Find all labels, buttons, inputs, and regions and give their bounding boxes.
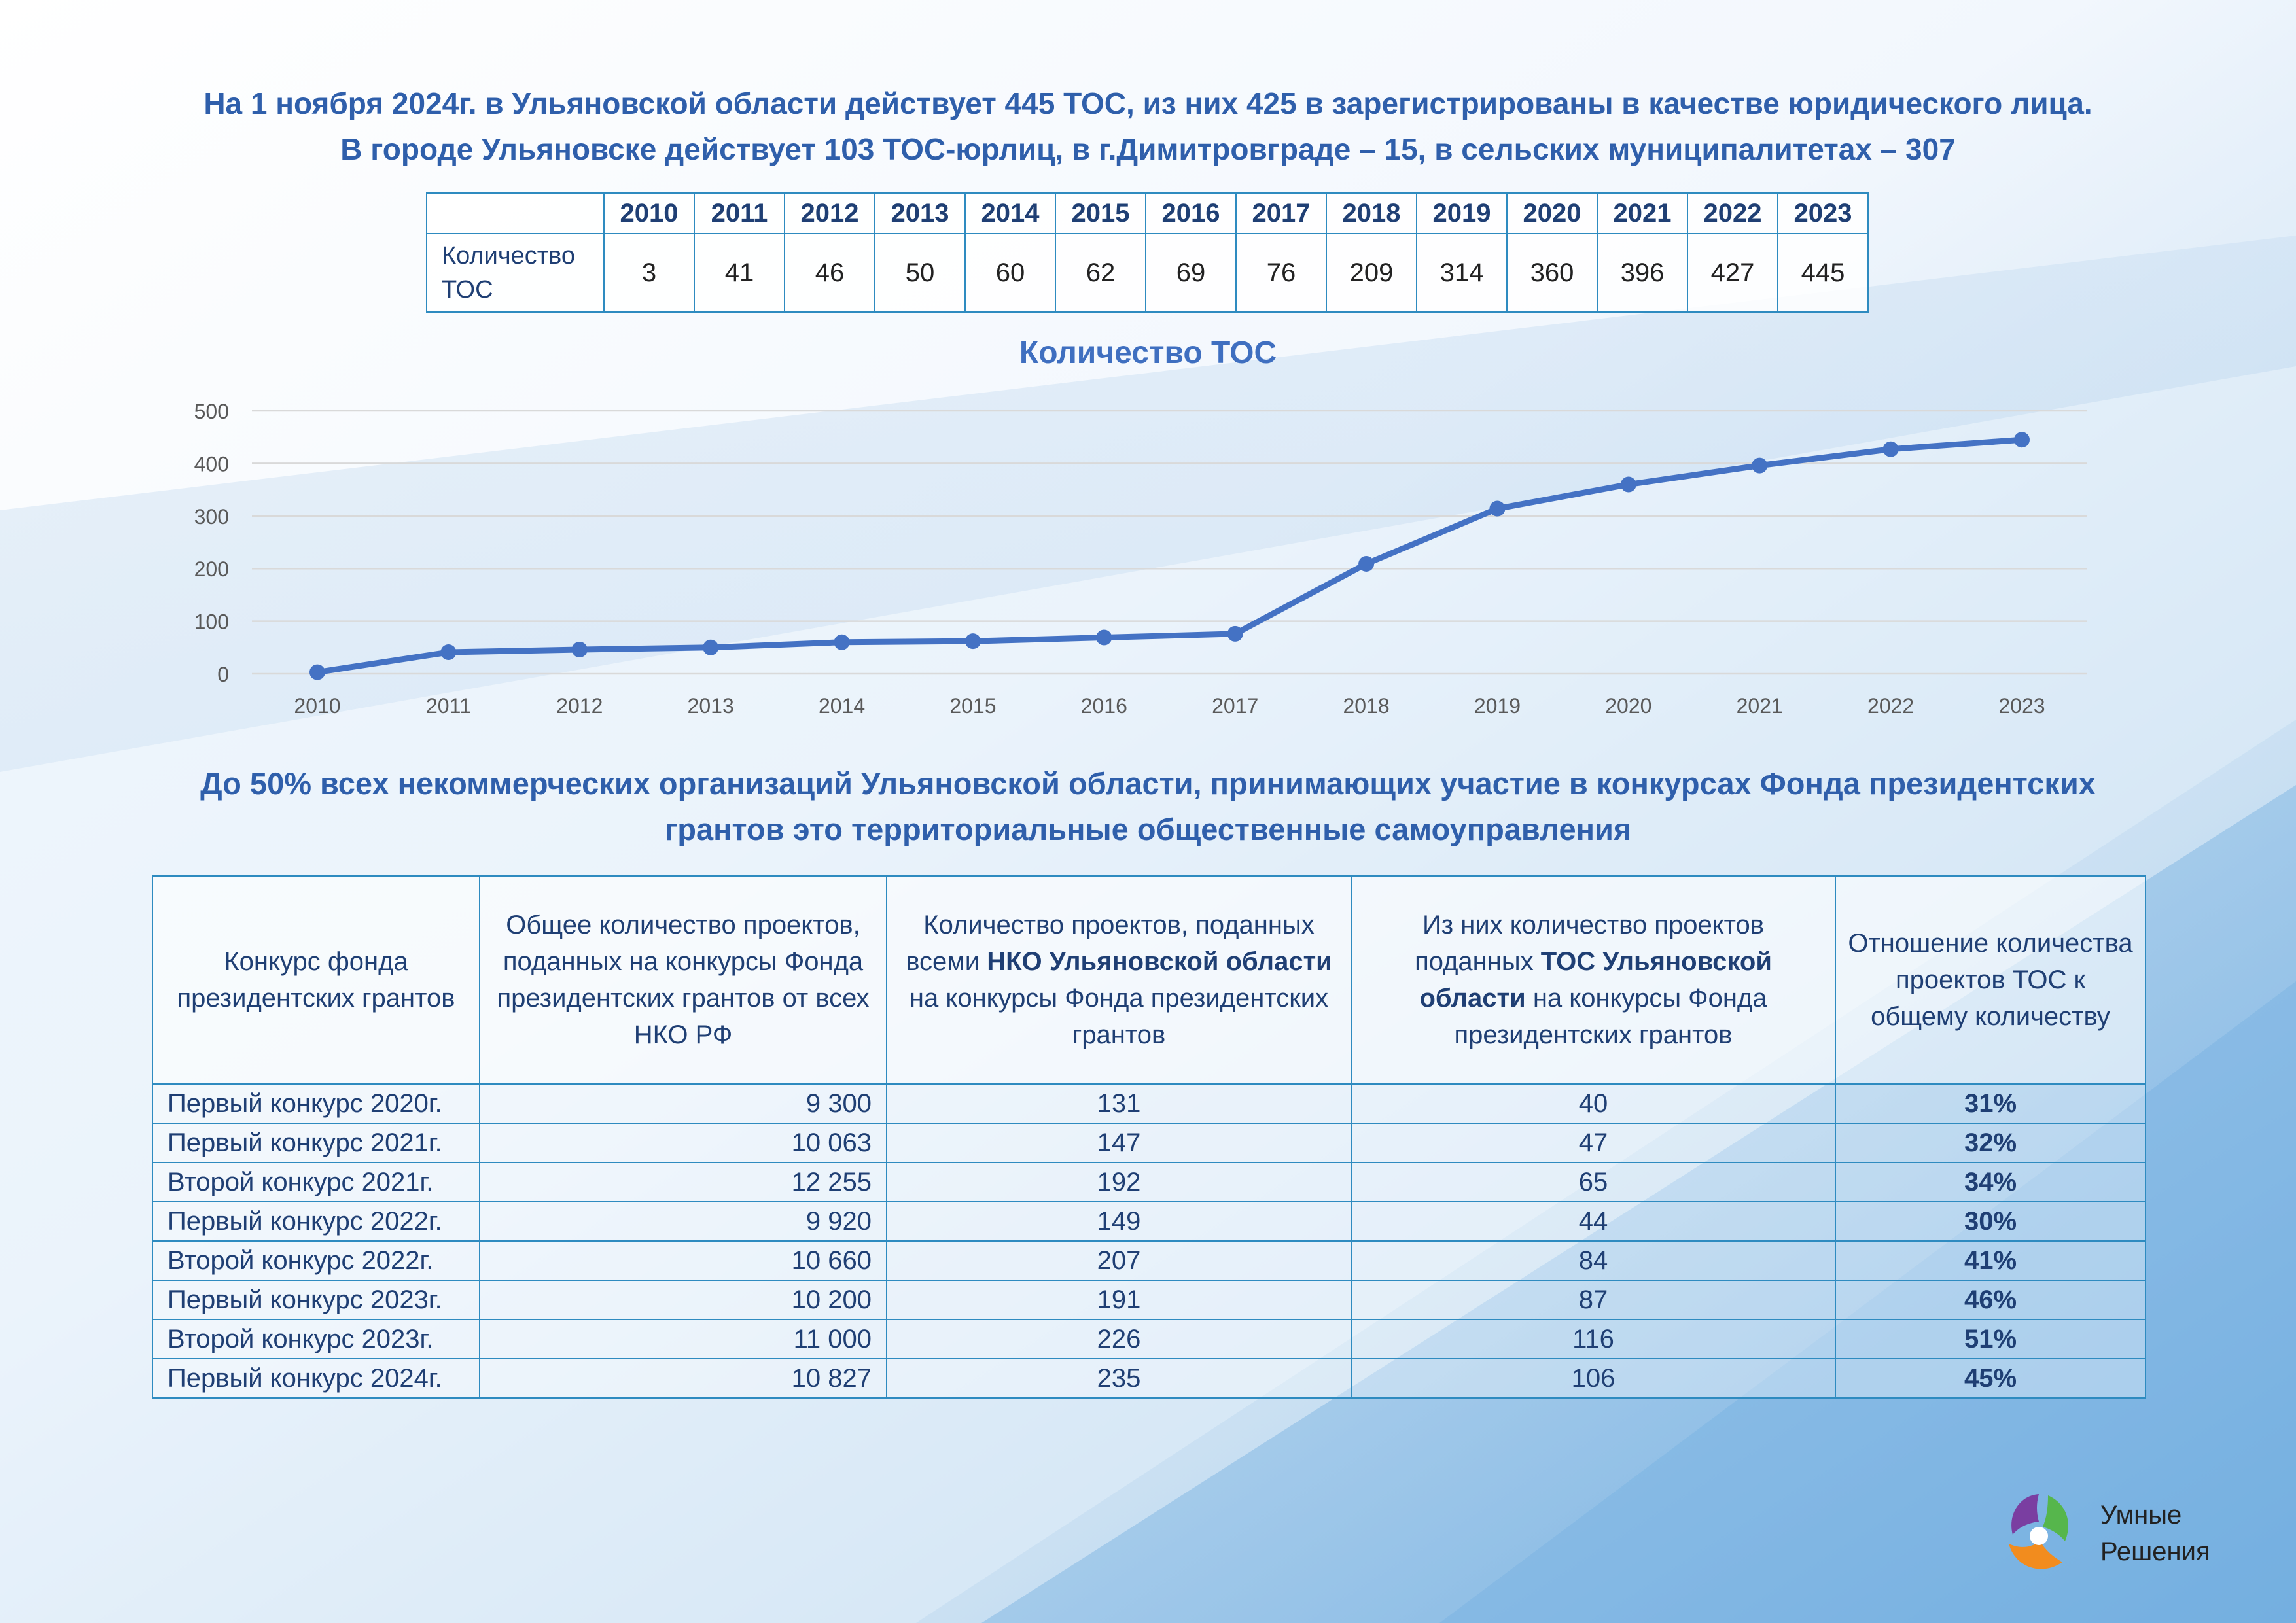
table-row — [152, 1162, 2146, 1202]
x-tick-label: 2019 — [1474, 694, 1521, 718]
table-row — [152, 1202, 2146, 1241]
x-tick-label: 2020 — [1605, 694, 1652, 718]
contest-name-cell: Первый конкурс 2024г. — [152, 1359, 480, 1398]
count-cell: 60 — [965, 234, 1055, 312]
total-projects-cell: 10 660 — [480, 1241, 887, 1280]
series-line — [317, 440, 2022, 672]
table-row — [152, 1280, 2146, 1319]
tos-count-line-chart — [0, 0, 2296, 752]
nko-projects-cell: 131 — [887, 1084, 1351, 1123]
year-header-cell: 2016 — [1146, 193, 1236, 234]
data-point — [572, 642, 588, 657]
y-tick-label: 400 — [194, 452, 229, 476]
contest-name-cell: Первый конкурс 2023г. — [152, 1280, 480, 1319]
nko-projects-cell: 207 — [887, 1241, 1351, 1280]
data-point — [834, 635, 850, 650]
count-cell: 62 — [1055, 234, 1146, 312]
section-heading-line-2: грантов это территориальные общественные самоуправления — [664, 812, 1632, 846]
contest-name-cell: Второй конкурс 2023г. — [152, 1319, 480, 1359]
table-row — [152, 1359, 2146, 1398]
nko-projects-cell: 235 — [887, 1359, 1351, 1398]
total-projects-cell: 10 827 — [480, 1359, 887, 1398]
data-point — [309, 665, 325, 680]
header-ratio: Отношение количества проектов ТОС к общему количеству — [1835, 876, 2146, 1084]
tos-projects-cell: 47 — [1351, 1123, 1835, 1162]
contest-name-cell: Второй конкурс 2021г. — [152, 1162, 480, 1202]
data-point — [965, 633, 981, 649]
tos-projects-cell: 116 — [1351, 1319, 1835, 1359]
nko-projects-cell: 191 — [887, 1280, 1351, 1319]
count-cell: 41 — [694, 234, 785, 312]
total-projects-cell: 9 300 — [480, 1084, 887, 1123]
tos-projects-cell: 106 — [1351, 1359, 1835, 1398]
headline-line-2: В городе Ульяновске действует 103 ТОС-юрлиц, в г.Димитровграде – 15, в сельских муниципалитетах – 307 — [340, 132, 1956, 166]
header-nko-text-pre: Количество проектов, поданных всеми — [906, 911, 1315, 976]
count-cell: 360 — [1507, 234, 1597, 312]
year-header-cell: 2013 — [875, 193, 965, 234]
x-tick-label: 2010 — [294, 694, 341, 718]
header-tos-text-post: на конкурсы Фонда президентских грантов — [1454, 984, 1767, 1049]
data-point — [1489, 501, 1505, 517]
x-tick-label: 2013 — [687, 694, 734, 718]
table-row — [152, 1241, 2146, 1280]
x-tick-label: 2016 — [1080, 694, 1127, 718]
data-point — [703, 640, 718, 655]
header-total-projects: Общее количество проектов, поданных на конкурсы Фонда президентских грантов от всех НКО РФ — [480, 876, 887, 1084]
count-cell: 427 — [1687, 234, 1778, 312]
year-header-cell: 2010 — [604, 193, 694, 234]
y-tick-label: 500 — [194, 400, 229, 423]
x-tick-label: 2021 — [1736, 694, 1783, 718]
count-cell: 209 — [1326, 234, 1417, 312]
total-projects-cell: 9 920 — [480, 1202, 887, 1241]
data-point — [1883, 442, 1899, 457]
ratio-cell: 41% — [1835, 1241, 2146, 1280]
total-projects-cell: 12 255 — [480, 1162, 887, 1202]
header-nko-projects — [887, 876, 1351, 1084]
count-cell: 445 — [1778, 234, 1868, 312]
total-projects-cell: 11 000 — [480, 1319, 887, 1359]
y-tick-label: 100 — [194, 610, 229, 634]
chart-title: Количество ТОС — [1019, 336, 1277, 370]
year-header-cell: 2014 — [965, 193, 1055, 234]
header-contest: Конкурс фонда президентских грантов — [152, 876, 480, 1084]
brand-name — [2100, 1497, 2210, 1570]
count-cell: 50 — [875, 234, 965, 312]
year-header-cell: 2022 — [1687, 193, 1778, 234]
header-tos-text-pre: Из них количество проектов поданных — [1415, 911, 1765, 976]
tos-projects-cell: 65 — [1351, 1162, 1835, 1202]
year-header-cell: 2020 — [1507, 193, 1597, 234]
count-cell: 3 — [604, 234, 694, 312]
data-point — [1227, 626, 1243, 642]
year-header-cell: 2012 — [785, 193, 875, 234]
ratio-cell: 34% — [1835, 1162, 2146, 1202]
tos-projects-cell: 40 — [1351, 1084, 1835, 1123]
x-tick-label: 2014 — [818, 694, 866, 718]
data-point — [1752, 458, 1767, 474]
headline-line-1: На 1 ноября 2024г. в Ульяновской области действует 445 ТОС, из них 425 в зарегистрированы в качестве юридического лица. — [203, 86, 2093, 120]
ratio-cell: 51% — [1835, 1319, 2146, 1359]
contest-name-cell: Первый конкурс 2021г. — [152, 1123, 480, 1162]
x-tick-label: 2018 — [1343, 694, 1390, 718]
tos-projects-cell: 87 — [1351, 1280, 1835, 1319]
table-row — [152, 1123, 2146, 1162]
data-point — [1096, 630, 1112, 646]
x-tick-label: 2011 — [425, 694, 471, 718]
ratio-cell: 46% — [1835, 1280, 2146, 1319]
total-projects-cell: 10 200 — [480, 1280, 887, 1319]
header-nko-text-post: на конкурсы Фонда президентских грантов — [909, 984, 1329, 1049]
ratio-cell: 30% — [1835, 1202, 2146, 1241]
section-heading-line-1: До 50% всех некоммерческих организаций Ульяновской области, принимающих участие в конкурсах Фонда президентских — [200, 766, 2096, 801]
contest-name-cell: Первый конкурс 2022г. — [152, 1202, 480, 1241]
x-tick-label: 2012 — [556, 694, 603, 718]
header-tos-projects — [1351, 876, 1835, 1084]
nko-projects-cell: 192 — [887, 1162, 1351, 1202]
count-cell: 76 — [1236, 234, 1326, 312]
data-point — [440, 644, 456, 660]
table-row — [152, 1319, 2146, 1359]
x-tick-label: 2023 — [1998, 694, 2045, 718]
x-tick-label: 2015 — [949, 694, 997, 718]
tri-color-ring-logo-icon — [1993, 1489, 2085, 1580]
presidential-grants-table — [152, 875, 2146, 1399]
y-tick-label: 300 — [194, 504, 229, 529]
year-header-cell: 2021 — [1597, 193, 1687, 234]
year-header-cell: 2019 — [1417, 193, 1507, 234]
y-tick-label: 0 — [217, 663, 229, 686]
data-point — [1358, 556, 1374, 572]
count-cell: 314 — [1417, 234, 1507, 312]
tos-projects-cell: 44 — [1351, 1202, 1835, 1241]
year-header-cell: 2018 — [1326, 193, 1417, 234]
ratio-cell: 32% — [1835, 1123, 2146, 1162]
data-point — [1621, 477, 1636, 493]
y-tick-label: 200 — [194, 557, 229, 582]
header-tos-text-bold: ТОС Ульяновской области — [1419, 947, 1772, 1013]
nko-projects-cell: 226 — [887, 1319, 1351, 1359]
count-cell: 396 — [1597, 234, 1687, 312]
nko-projects-cell: 149 — [887, 1202, 1351, 1241]
row-label-cell: Количество ТОС — [427, 234, 604, 312]
contest-name-cell: Первый конкурс 2020г. — [152, 1084, 480, 1123]
data-point — [2014, 432, 2030, 447]
year-header-cell: 2011 — [694, 193, 785, 234]
year-header-cell: 2015 — [1055, 193, 1146, 234]
grants-table-header-row — [152, 876, 2146, 1084]
nko-projects-cell: 147 — [887, 1123, 1351, 1162]
brand-line-2: Решения — [2100, 1537, 2210, 1566]
tos-projects-cell: 84 — [1351, 1241, 1835, 1280]
count-cell: 46 — [785, 234, 875, 312]
year-header-cell: 2017 — [1236, 193, 1326, 234]
ratio-cell: 45% — [1835, 1359, 2146, 1398]
x-tick-label: 2017 — [1212, 694, 1259, 718]
total-projects-cell: 10 063 — [480, 1123, 887, 1162]
ratio-cell: 31% — [1835, 1084, 2146, 1123]
table-row — [152, 1084, 2146, 1123]
brand-line-1: Умные — [2100, 1501, 2182, 1529]
year-header-cell: 2023 — [1778, 193, 1868, 234]
contest-name-cell: Второй конкурс 2022г. — [152, 1241, 480, 1280]
x-tick-label: 2022 — [1867, 694, 1915, 718]
header-nko-text-bold: НКО Ульяновской области — [987, 947, 1332, 976]
count-cell: 69 — [1146, 234, 1236, 312]
